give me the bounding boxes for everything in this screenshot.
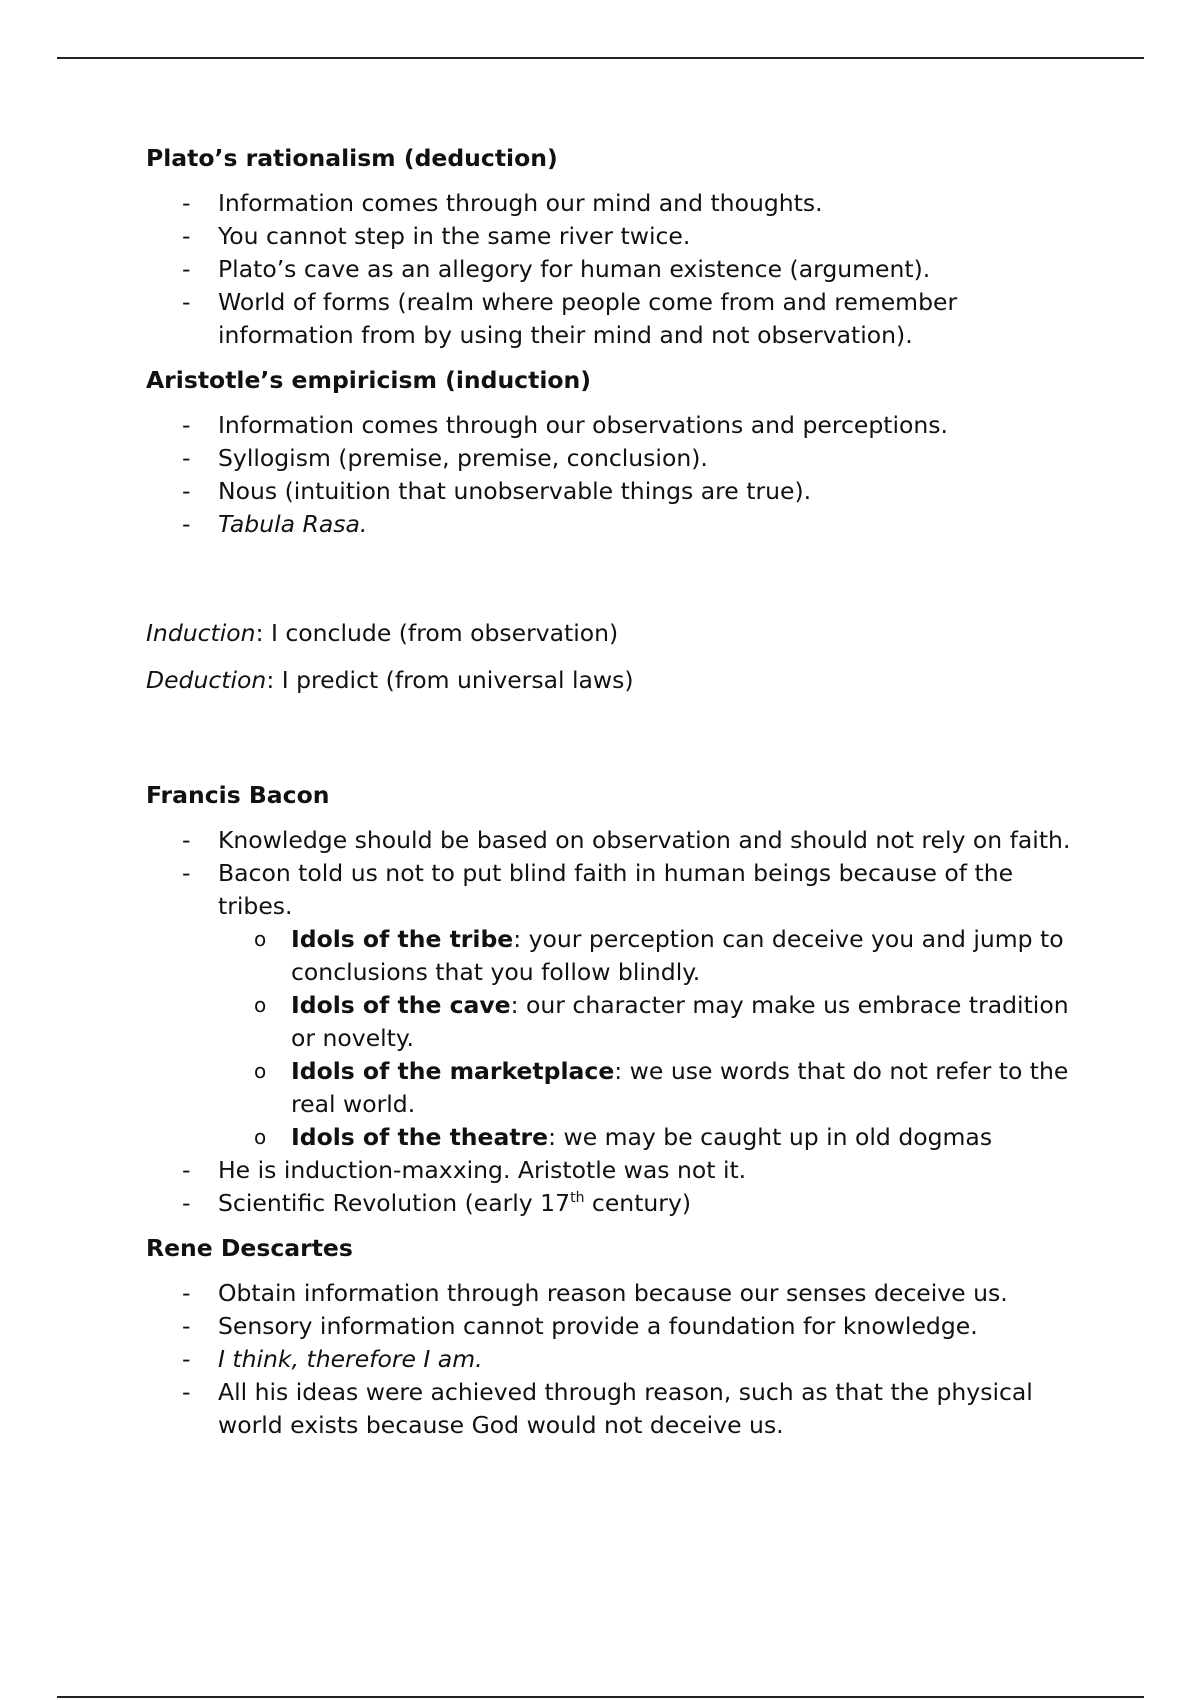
list-item <box>146 1187 1086 1220</box>
list-item <box>146 508 1086 541</box>
list-item: - Nous (intuition that unobservable things are true). <box>146 475 1086 508</box>
idol-term: Idols of the marketplace <box>291 1057 615 1085</box>
bacon-list <box>146 824 1086 1220</box>
ordinal-suffix: th <box>570 1190 585 1207</box>
header-rule <box>57 57 1144 59</box>
list-item: - Information comes through our observations and perceptions. <box>146 409 1086 442</box>
plato-list <box>146 187 1086 352</box>
circle-bullet-icon: o <box>254 1059 267 1083</box>
idols-list <box>218 923 1086 1154</box>
circle-bullet-icon: o <box>254 1125 267 1149</box>
deduction-term: Deduction <box>146 666 267 694</box>
list-item <box>146 857 1086 1154</box>
deduction-definition <box>146 664 1086 697</box>
list-item: - Obtain information through reason because our senses deceive us. <box>146 1277 1086 1310</box>
heading-plato: Plato’s rationalism (deduction) <box>146 144 558 172</box>
aristotle-list <box>146 409 1086 541</box>
revolution-text-end: century) <box>584 1189 692 1217</box>
idol-term: Idols of the tribe <box>291 925 514 953</box>
list-item: - He is induction-maxxing. Aristotle was not it. <box>146 1154 1086 1187</box>
document-body <box>146 142 1086 1454</box>
circle-bullet-icon: o <box>254 993 267 1017</box>
idol-text: : we use words that do not refer to the real world. <box>291 1057 1069 1118</box>
list-item: - All his ideas were achieved through reason, such as that the physical world exists because God would not deceive us. <box>146 1376 1086 1442</box>
idol-item <box>218 1121 1086 1154</box>
spacer <box>146 553 1086 617</box>
idol-text: : your perception can deceive you and jump to conclusions that you follow blindly. <box>291 925 1064 986</box>
heading-aristotle: Aristotle’s empiricism (induction) <box>146 366 592 394</box>
circle-bullet-icon: o <box>254 927 267 951</box>
idol-item <box>218 923 1086 989</box>
induction-definition <box>146 617 1086 650</box>
descartes-list <box>146 1277 1086 1442</box>
list-item: - Knowledge should be based on observation and should not rely on faith. <box>146 824 1086 857</box>
idol-item <box>218 989 1086 1055</box>
list-item-text: Bacon told us not to put blind faith in human beings because of the tribes. <box>218 859 1014 920</box>
induction-term: Induction <box>146 619 256 647</box>
idol-text: : our character may make us embrace tradition or novelty. <box>291 991 1069 1052</box>
idol-term: Idols of the cave <box>291 991 511 1019</box>
list-item: - World of forms (realm where people come from and remember information from by using their mind and not observation). <box>146 286 1086 352</box>
heading-descartes: Rene Descartes <box>146 1234 353 1262</box>
revolution-text: Scientific Revolution (early 17 <box>218 1189 571 1217</box>
deduction-text: : I predict (from universal laws) <box>266 666 634 694</box>
footer-rule <box>57 1696 1144 1698</box>
list-item: - You cannot step in the same river twice. <box>146 220 1086 253</box>
list-item <box>146 1343 1086 1376</box>
idol-term: Idols of the theatre <box>291 1123 549 1151</box>
idol-text: : we may be caught up in old dogmas <box>548 1123 993 1151</box>
idol-item <box>218 1055 1086 1121</box>
cogito-text: I think, therefore I am. <box>218 1345 483 1373</box>
spacer <box>146 697 1086 779</box>
list-item: - Sensory information cannot provide a foundation for knowledge. <box>146 1310 1086 1343</box>
list-item: - Information comes through our mind and thoughts. <box>146 187 1086 220</box>
heading-bacon: Francis Bacon <box>146 781 330 809</box>
spacer <box>146 650 1086 664</box>
list-item: - Plato’s cave as an allegory for human existence (argument). <box>146 253 1086 286</box>
list-item: - Syllogism (premise, premise, conclusion). <box>146 442 1086 475</box>
tabula-rasa-text: Tabula Rasa. <box>218 510 368 538</box>
induction-text: : I conclude (from observation) <box>255 619 619 647</box>
